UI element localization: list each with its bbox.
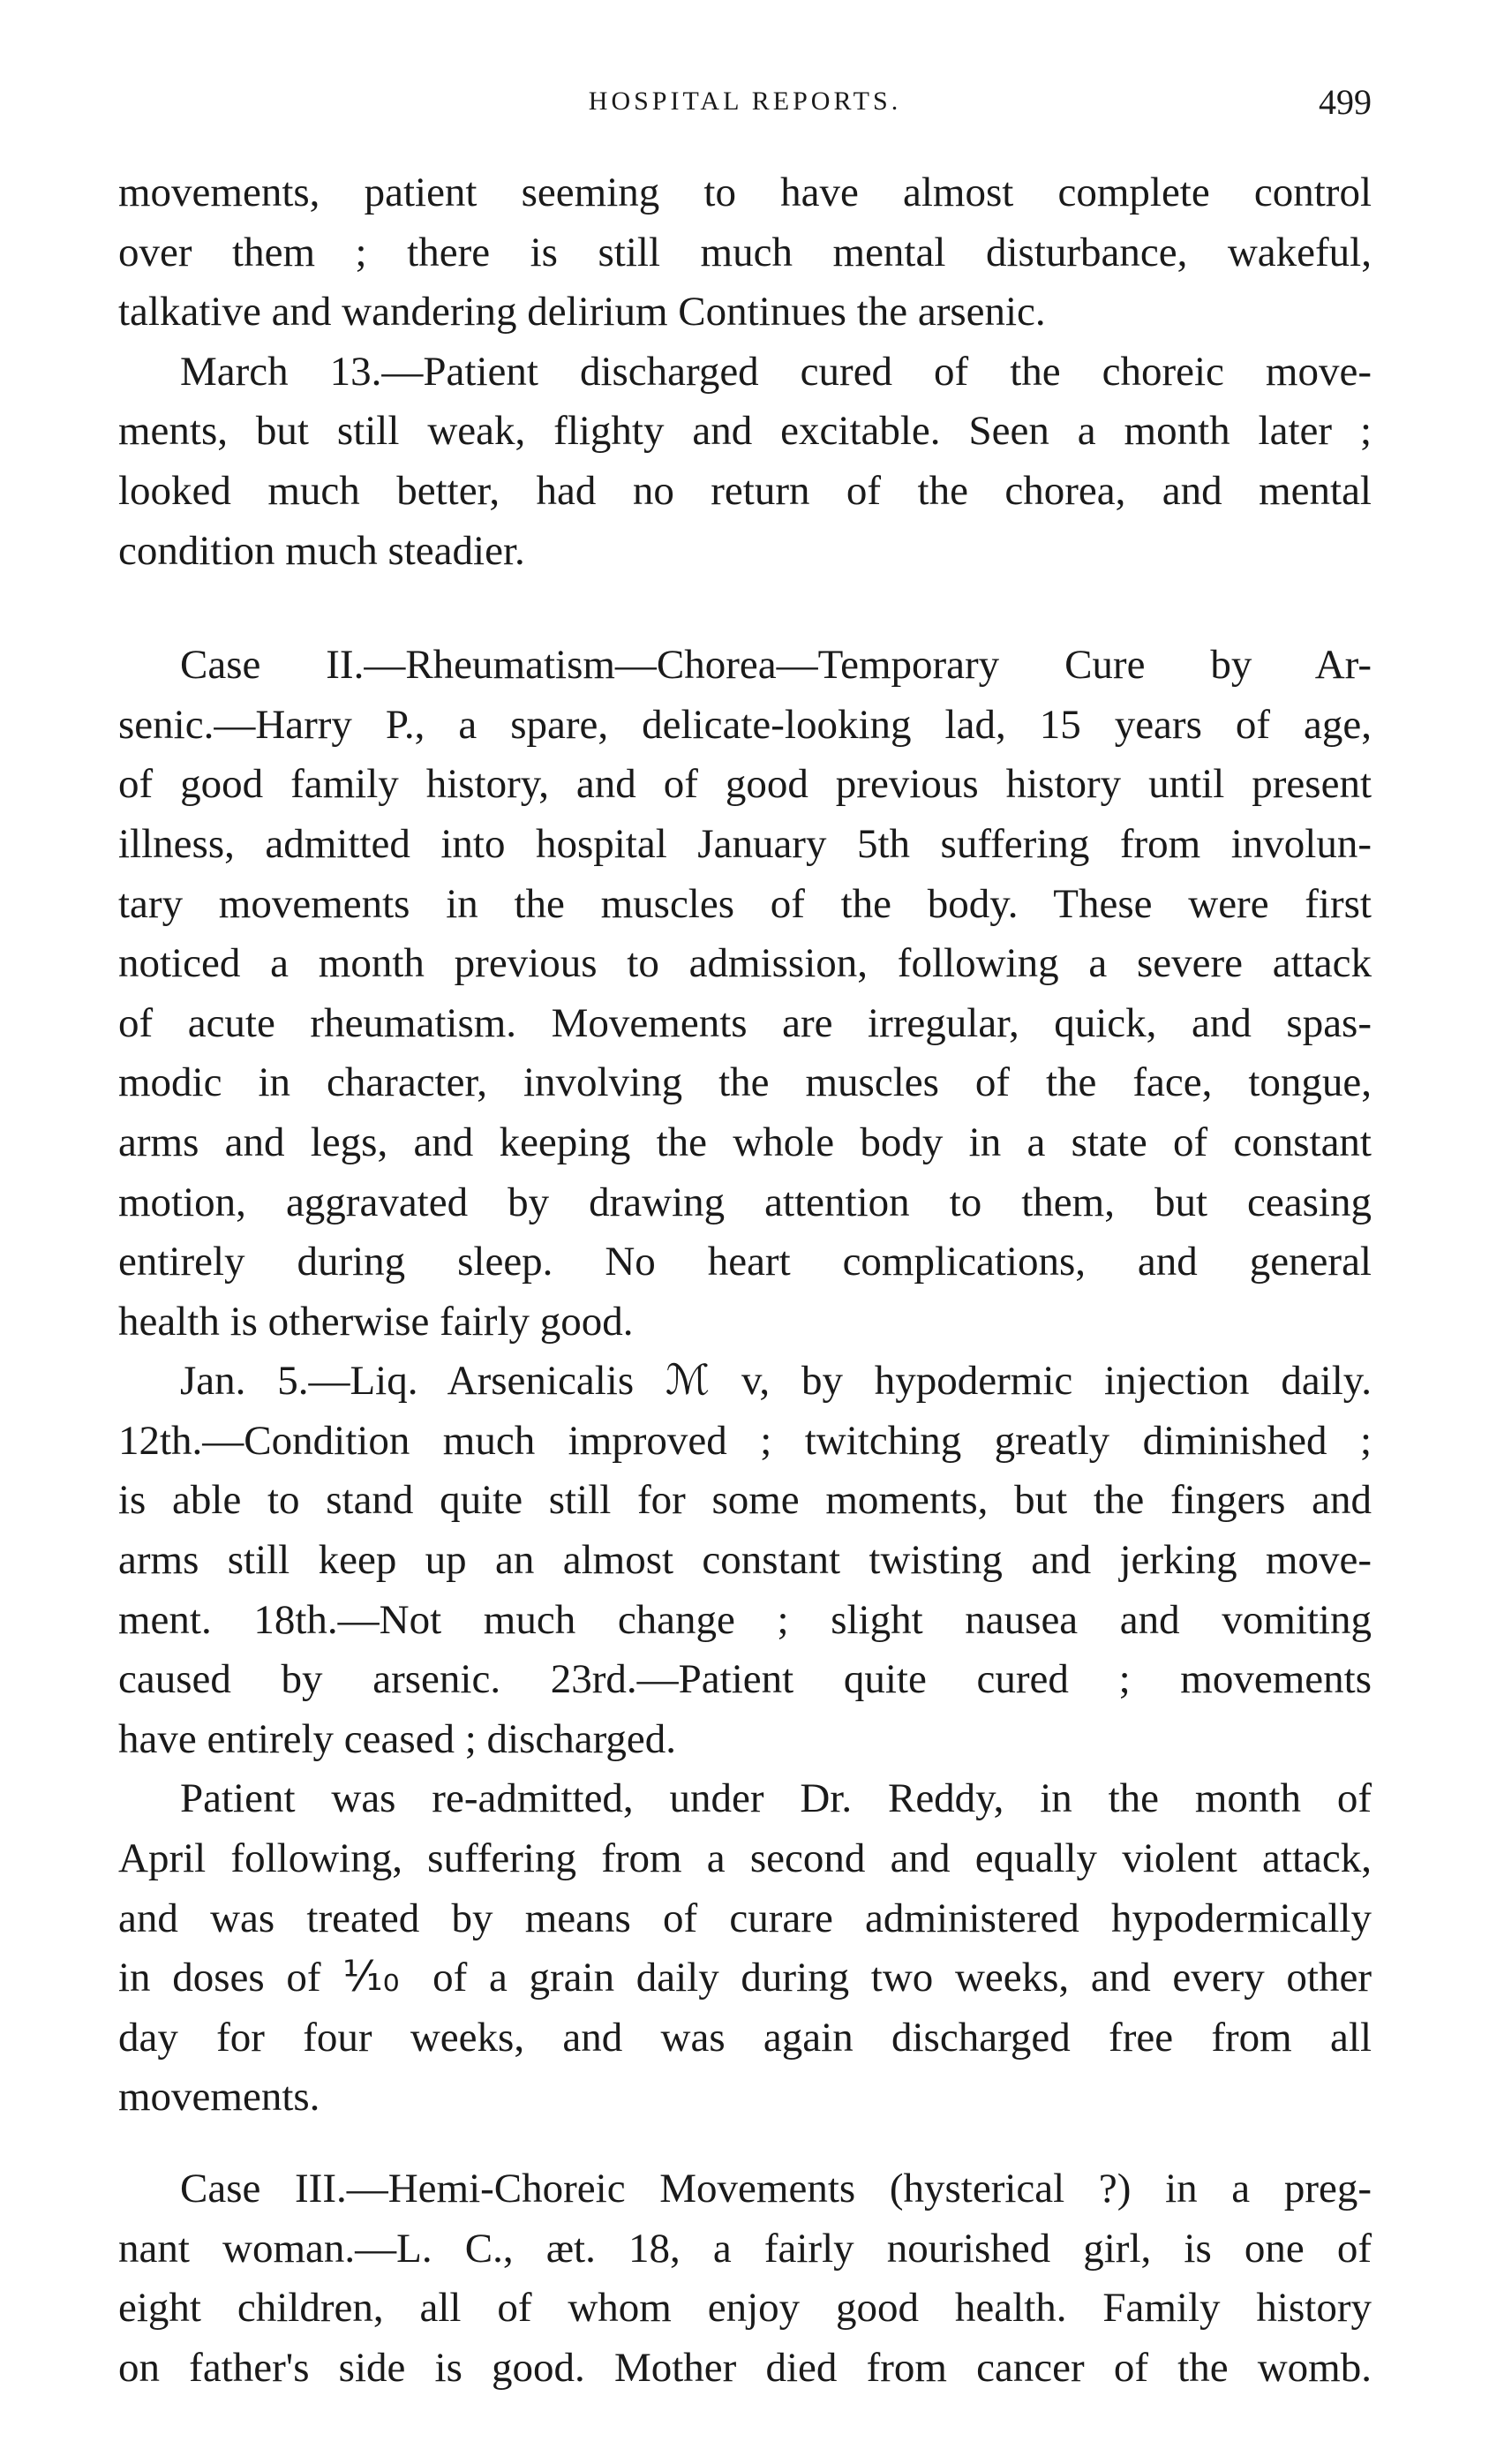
text-line: ments, but still weak, flighty and excitable. Seen a month later ; (118, 408, 1372, 455)
running-head (118, 82, 1372, 139)
text-line: of acute rheumatism. Movements are irregular, quick, and spas- (118, 999, 1372, 1046)
text-line: 12th.—Condition much improved ; twitching greatly diminished ; (118, 1417, 1372, 1464)
text-line: condition much steadier. (118, 527, 525, 574)
paragraph-jan-5 (118, 1352, 1372, 1769)
running-title: HOSPITAL REPORTS. (588, 87, 902, 116)
text-line: day for four weeks, and was again discharged free from all (118, 2014, 1372, 2061)
text-line: modic in character, involving the muscles of the face, tongue, (118, 1059, 1372, 1106)
text-line: Case II.—Rheumatism—Chorea—Temporary Cure by Ar- (180, 642, 1372, 689)
text-line: and was treated by means of curare administered hypodermically (118, 1895, 1372, 1941)
page-number: 499 (1319, 82, 1372, 122)
text-line: ment. 18th.—Not much change ; slight nausea and vomiting (118, 1596, 1372, 1643)
text-line: of good family history, and of good previous history until present (118, 761, 1372, 808)
paragraph-march-13 (118, 343, 1372, 581)
paragraph-case-ii (118, 636, 1372, 1352)
text-line: eight children, all of whom enjoy good health. Family history (118, 2285, 1372, 2332)
text-line: over them ; there is still much mental disturbance, wakeful, (118, 229, 1372, 275)
text-line: nant woman.—L. C., æt. 18, a fairly nourished girl, is one of (118, 2225, 1372, 2272)
text-line: April following, suffering from a second and equally violent attack, (118, 1835, 1372, 1882)
text-line: entirely during sleep. No heart complications, and general (118, 1239, 1372, 1285)
text-body (118, 163, 1372, 2398)
text-line: have entirely ceased ; discharged. (118, 1715, 677, 1762)
paragraph-case-iii (118, 2159, 1372, 2398)
text-line: movements, patient seeming to have almost complete control (118, 170, 1372, 215)
text-line: illness, admitted into hospital January 5th suffering from involun- (118, 820, 1372, 867)
text-line: Patient was re-admitted, under Dr. Reddy, in the month of (180, 1775, 1372, 1822)
text-line: health is otherwise fairly good. (118, 1298, 634, 1345)
text-line: talkative and wandering delirium Continues the arsenic. (118, 289, 1046, 335)
text-line: March 13.—Patient discharged cured of the choreic move- (180, 348, 1372, 395)
text-line: Case III.—Hemi-Choreic Movements (hysterical ?) in a preg- (180, 2166, 1372, 2212)
text-line: arms still keep up an almost constant twisting and jerking move- (118, 1537, 1372, 1584)
text-line: looked much better, had no return of the chorea, and mental (118, 467, 1372, 514)
paragraph-readmitted (118, 1769, 1372, 2128)
text-line: noticed a month previous to admission, following a severe attack (118, 940, 1372, 987)
text-line: arms and legs, and keeping the whole body in a state of constant (118, 1119, 1372, 1165)
paragraph-continuation (118, 163, 1372, 343)
text-line: is able to stand quite still for some moments, but the fingers and (118, 1477, 1372, 1524)
text-line: movements. (118, 2074, 320, 2121)
text-line: senic.—Harry P., a spare, delicate-looking lad, 15 years of age, (118, 701, 1372, 748)
text-line: in doses of ⅒ of a grain daily during two weeks, and every other (118, 1955, 1372, 2001)
text-line: Jan. 5.—Liq. Arsenicalis ℳ v, by hypodermic injection daily. (180, 1358, 1372, 1405)
text-line: tary movements in the muscles of the body. These were first (118, 880, 1372, 927)
text-line: motion, aggravated by drawing attention to them, but ceasing (118, 1179, 1372, 1225)
text-line: on father's side is good. Mother died from cancer of the womb. (118, 2344, 1372, 2391)
text-line: caused by arsenic. 23rd.—Patient quite cured ; movements (118, 1656, 1372, 1703)
